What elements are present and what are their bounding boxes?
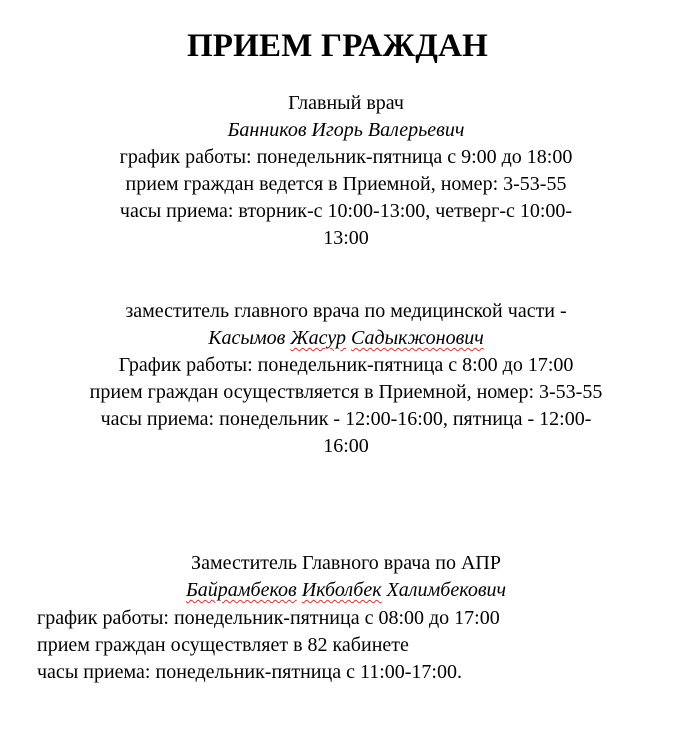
deputy-apr-schedule: график работы: понедельник-пятница с 08:00 до 17:00 bbox=[37, 607, 500, 629]
deputy-medical-hours-line2: 16:00 bbox=[323, 435, 369, 457]
deputy-medical-position: заместитель главного врача по медицинской части - bbox=[125, 300, 567, 322]
chief-reception: прием граждан ведется в Приемной, номер: 3-53-55 bbox=[125, 173, 567, 195]
chief-position: Главный врач bbox=[288, 92, 404, 114]
deputy-medical-section bbox=[20, 298, 672, 460]
deputy-medical-hours-line1: часы приема: понедельник - 12:00-16:00, пятница - 12:00- bbox=[100, 408, 592, 430]
deputy-medical-name bbox=[20, 325, 672, 352]
deputy-apr-hours: часы приема: понедельник-пятница с 11:00-17:00. bbox=[37, 661, 462, 683]
deputy-medical-name-middle: Жасур bbox=[290, 327, 347, 349]
chief-schedule: график работы: понедельник-пятница с 9:00 до 18:00 bbox=[119, 146, 573, 168]
deputy-medical-schedule: График работы: понедельник-пятница с 8:00 до 17:00 bbox=[118, 354, 574, 376]
deputy-medical-name-last: Садыкжонович bbox=[351, 327, 484, 349]
deputy-apr-name-last: Халимбекович bbox=[386, 579, 507, 601]
deputy-apr-position: Заместитель Главного врача по АПР bbox=[191, 552, 501, 574]
chief-physician-section bbox=[20, 90, 672, 252]
deputy-apr-name bbox=[20, 577, 672, 604]
deputy-apr-details bbox=[37, 605, 657, 686]
deputy-apr-heading bbox=[20, 550, 672, 604]
deputy-apr-name-first: Байрамбеков bbox=[185, 579, 297, 601]
deputy-apr-name-middle: Икболбек bbox=[301, 579, 382, 601]
chief-hours-line1: часы приема: вторник-с 10:00-13:00, четверг-с 10:00- bbox=[119, 200, 573, 222]
chief-name: Банников Игорь Валерьевич bbox=[227, 119, 465, 141]
page-title: ПРИЕМ ГРАЖДАН bbox=[186, 28, 489, 64]
deputy-medical-name-first: Касымов bbox=[208, 327, 286, 349]
deputy-apr-reception: прием граждан осуществляет в 82 кабинете bbox=[37, 634, 409, 656]
deputy-medical-reception: прием граждан осуществляется в Приемной, номер: 3-53-55 bbox=[89, 381, 603, 403]
chief-hours-line2: 13:00 bbox=[323, 227, 369, 249]
